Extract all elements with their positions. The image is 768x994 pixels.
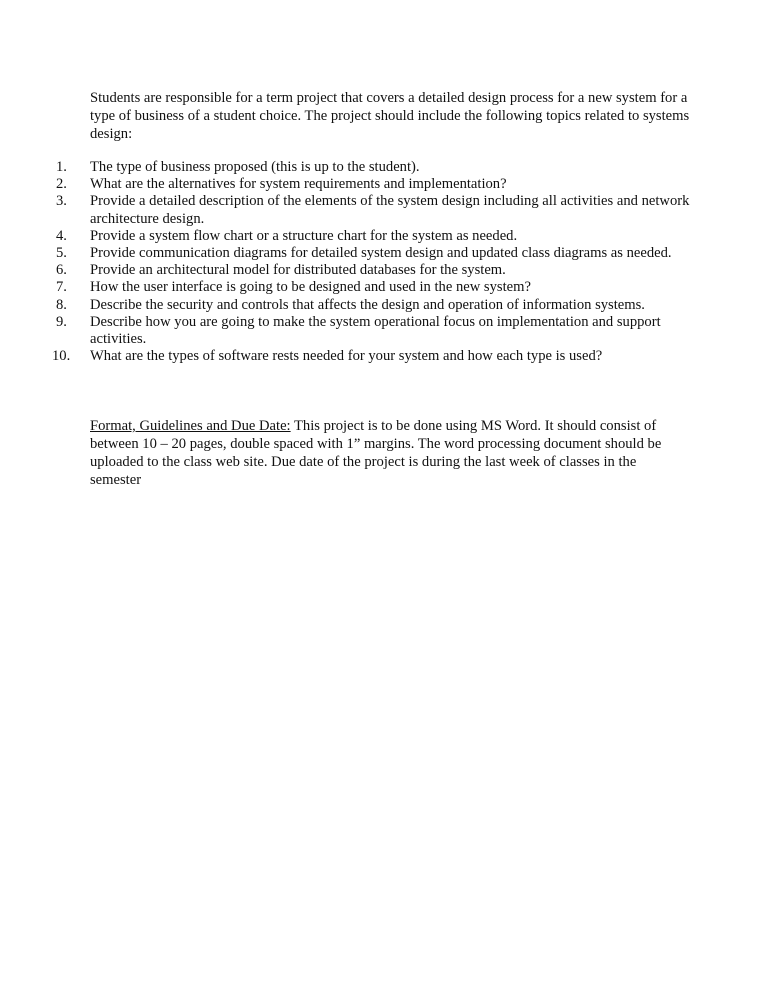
list-item-text: Provide a detailed description of the elements of the system design including all activities and network architecture design. [90, 193, 690, 227]
list-item [52, 297, 692, 314]
format-paragraph [90, 417, 690, 489]
list-item [52, 245, 692, 262]
list-item-number: 3. [56, 193, 67, 210]
list-item-text: Describe the security and controls that affects the design and operation of information systems. [90, 296, 645, 313]
list-item-text: What are the alternatives for system requirements and implementation? [90, 176, 507, 193]
topic-list [52, 159, 692, 365]
list-item [52, 348, 692, 365]
list-item-number: 7. [56, 279, 67, 296]
list-item [52, 279, 692, 296]
list-item-number: 2. [56, 176, 67, 193]
list-item-text: The type of business proposed (this is up to the student). [90, 159, 420, 175]
list-item-text: Provide a system flow chart or a structure chart for the system as needed. [90, 227, 518, 244]
list-item [52, 314, 692, 348]
list-item [52, 228, 692, 245]
list-item-number: 9. [56, 313, 67, 330]
format-heading: Format, Guidelines and Due Date: [90, 418, 291, 434]
list-item-number: 4. [56, 227, 67, 244]
list-item [52, 193, 692, 227]
list-item-number: 10. [52, 348, 71, 365]
list-item [52, 262, 692, 279]
list-item-number: 1. [56, 159, 67, 175]
list-item [52, 176, 692, 193]
list-item-number: 8. [56, 296, 67, 313]
list-item-text: Describe how you are going to make the system operational focus on implementation and support activities. [90, 313, 661, 348]
list-item-number: 5. [56, 245, 67, 262]
list-item-text: What are the types of software rests needed for your system and how each type is used? [90, 348, 603, 365]
format-body: This project is to be done using MS Word. It should consist of between 10 – 20 pages, double spaced with 1” margins. The word processing document should be uploaded to the class web site. Due date of the project is during the last week of classes in the semester [90, 418, 662, 488]
list-item-text: Provide communication diagrams for detailed system design and updated class diagrams as needed. [90, 245, 672, 262]
list-item-text: How the user interface is going to be designed and used in the new system? [90, 279, 531, 296]
list-item-number: 6. [56, 262, 67, 279]
list-item-text: Provide an architectural model for distributed databases for the system. [90, 262, 506, 279]
list-item [52, 159, 692, 176]
intro-paragraph: Students are responsible for a term project that covers a detailed design process for a new system for a type of business of a student choice. The project should include the following topics related to systems design: [90, 90, 690, 142]
